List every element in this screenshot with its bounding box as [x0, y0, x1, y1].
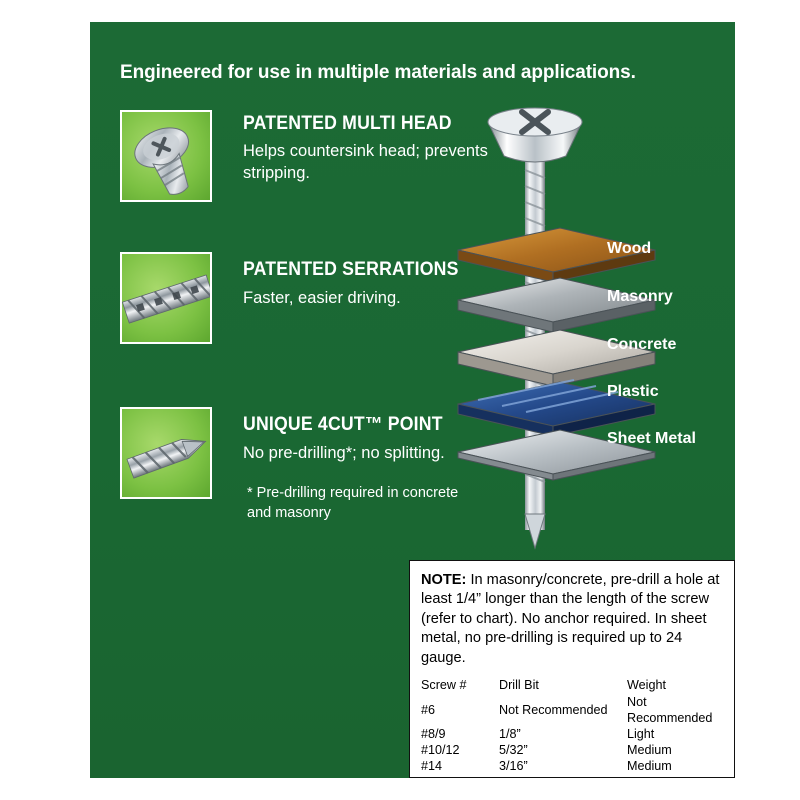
note-body: In masonry/concrete, pre-drill a hole at least 1/4” longer than the length of the screw (refer to chart). No anchor required. In sheet metal, no pre-drilling is required up to 24 gauge.	[421, 572, 720, 666]
feature-title-multi-head: PATENTED MULTI HEAD	[243, 113, 452, 134]
table-row	[421, 758, 723, 774]
screw-point-icon	[122, 409, 212, 499]
feature-thumbnail-multi-head	[120, 110, 212, 202]
cell-screw: #10/12	[421, 743, 460, 758]
cell-weight: Light	[627, 727, 655, 742]
cell-screw: #6	[421, 703, 436, 718]
table-row	[421, 694, 723, 726]
table-header-screw: Screw #	[421, 678, 467, 693]
cell-drill-bit: 5/32”	[499, 743, 528, 758]
spec-table	[421, 678, 723, 775]
table-row	[421, 742, 723, 758]
page-title: Engineered for use in multiple materials and applications.	[120, 62, 636, 83]
cell-weight: Medium	[627, 743, 672, 758]
cell-screw: #8/9	[421, 727, 446, 742]
feature-thumbnail-serrations	[120, 252, 212, 344]
cell-screw: #14	[421, 759, 443, 774]
note-label: NOTE:	[421, 572, 467, 588]
cell-drill-bit: 1/8”	[499, 727, 521, 742]
table-row	[421, 726, 723, 742]
layer-label-sheet-metal: Sheet Metal	[607, 430, 696, 447]
feature-title-4cut-point: UNIQUE 4CUT™ POINT	[243, 414, 443, 435]
layer-label-masonry: Masonry	[607, 288, 673, 305]
feature-description-4cut-point: No pre-drilling*; no splitting.	[243, 444, 445, 462]
cell-drill-bit: Not Recommended	[499, 703, 608, 718]
cell-weight: Medium	[627, 759, 672, 774]
cell-drill-bit: 3/16”	[499, 759, 528, 774]
screw-head-icon	[122, 112, 212, 202]
diagram-svg	[450, 100, 720, 560]
layer-label-concrete: Concrete	[607, 336, 677, 353]
feature-description-serrations: Faster, easier driving.	[243, 289, 401, 307]
feature-thumbnail-4cut-point	[120, 407, 212, 499]
feature-title-serrations: PATENTED SERRATIONS	[243, 259, 459, 280]
note-box	[409, 560, 735, 778]
cell-weight: Not Recommended	[627, 695, 713, 726]
table-header-drill-bit: Drill Bit	[499, 678, 539, 693]
feature-footnote: * Pre-drilling required in concrete and masonry	[247, 485, 459, 521]
table-header-row	[421, 678, 723, 694]
table-header-weight: Weight	[627, 678, 666, 693]
feature-description-multi-head: Helps countersink head; prevents stripping.	[243, 142, 488, 182]
screw-serrations-icon	[122, 254, 212, 344]
layer-label-plastic: Plastic	[607, 383, 659, 400]
layer-label-wood: Wood	[607, 240, 652, 257]
exploded-screw-diagram	[450, 100, 720, 560]
note-paragraph	[421, 571, 723, 668]
